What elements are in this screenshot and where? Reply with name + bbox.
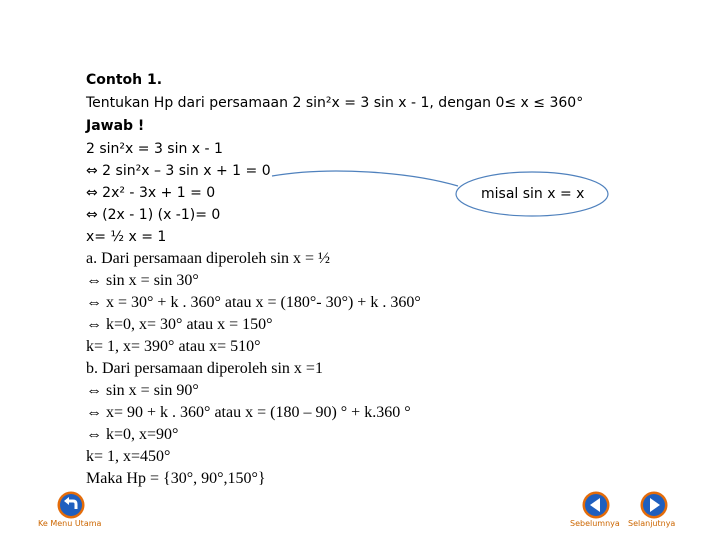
example-heading: Contoh 1.	[86, 72, 163, 88]
answer-heading: Jawab !	[86, 118, 145, 134]
solution-line: ⇔ x= 90 + k . 360° atau x = (180 – 90) ° + k.360 °	[86, 404, 411, 421]
solution-line: ⇔ k=0, x= 30° atau x = 150°	[86, 316, 273, 333]
equation-line: x= ½ x = 1	[86, 229, 167, 245]
equation-line: ⇔ 2x² - 3x + 1 = 0	[86, 185, 216, 201]
next-link[interactable]: Selanjutnya	[628, 519, 676, 528]
problem-statement: Tentukan Hp dari persamaan 2 sin²x = 3 sin x - 1, dengan 0≤ x ≤ 360°	[86, 95, 584, 111]
previous-button[interactable]	[581, 490, 611, 520]
final-answer: Maka Hp = {30°, 90°,150°}	[86, 470, 266, 487]
home-link[interactable]: Ke Menu Utama	[38, 519, 102, 528]
equation-line: ⇔ 2 sin²x – 3 sin x + 1 = 0	[86, 163, 271, 179]
solution-line: k= 1, x=450°	[86, 448, 171, 465]
equation-line: 2 sin²x = 3 sin x - 1	[86, 141, 223, 157]
solution-line: a. Dari persamaan diperoleh sin x = ½	[86, 250, 331, 267]
solution-line: ⇔ sin x = sin 30°	[86, 272, 199, 289]
home-button[interactable]	[56, 490, 86, 520]
callout-connector	[272, 171, 458, 186]
solution-line: b. Dari persamaan diperoleh sin x =1	[86, 360, 323, 377]
equation-line: ⇔ (2x - 1) (x -1)= 0	[86, 207, 221, 223]
solution-line: ⇔ x = 30° + k . 360° atau x = (180°- 30°) + k . 360°	[86, 294, 421, 311]
solution-line: ⇔ k=0, x=90°	[86, 426, 179, 443]
solution-line: ⇔ sin x = sin 90°	[86, 382, 199, 399]
previous-link[interactable]: Sebelumnya	[570, 519, 620, 528]
next-triangle-icon	[639, 490, 669, 520]
next-button[interactable]	[639, 490, 669, 520]
home-arrow-icon	[56, 490, 86, 520]
previous-triangle-icon	[581, 490, 611, 520]
substitution-note: misal sin x = x	[481, 186, 585, 202]
solution-line: k= 1, x= 390° atau x= 510°	[86, 338, 261, 355]
